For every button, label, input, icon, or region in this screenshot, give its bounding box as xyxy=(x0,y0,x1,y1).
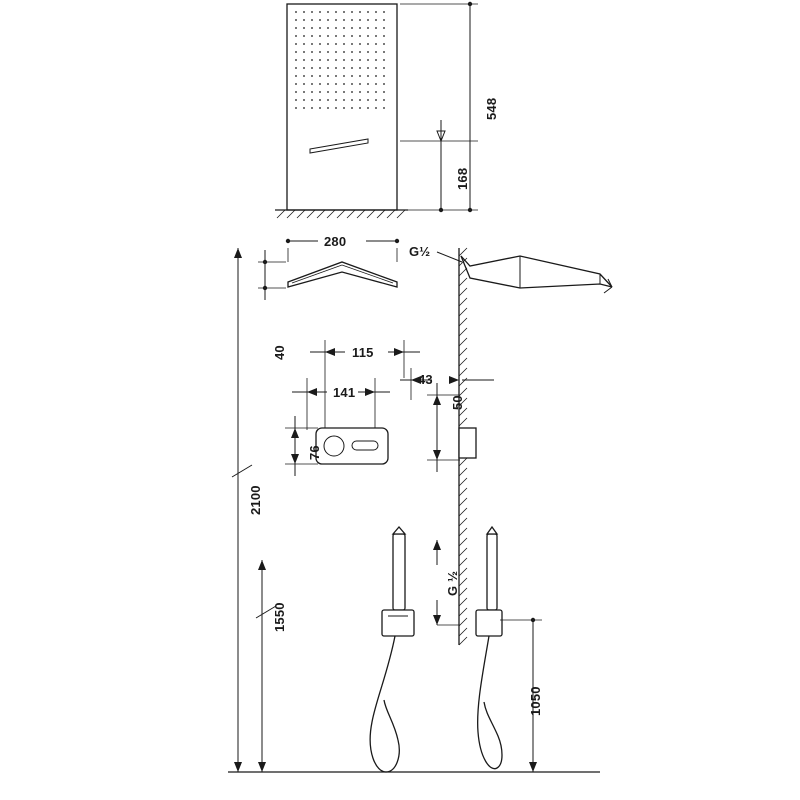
dim-label-1050: 1050 xyxy=(528,686,543,716)
thread-label-g12-top: G½ xyxy=(409,244,431,259)
dim-label-141: 141 xyxy=(333,385,356,400)
dim-label-2100: 2100 xyxy=(248,485,263,515)
rain-head-side-view xyxy=(437,252,612,293)
dim-label-40: 40 xyxy=(272,345,287,360)
dim-40 xyxy=(258,250,286,300)
dim-label-168: 168 xyxy=(455,167,470,190)
dim-label-50: 50 xyxy=(450,395,465,410)
hand-shower-side xyxy=(476,527,502,769)
dim-label-548: 548 xyxy=(484,97,499,120)
hand-shower-front xyxy=(370,527,414,772)
control-panel-side-view xyxy=(459,428,476,458)
dim-label-43: 43 xyxy=(418,372,433,387)
dim-label-76: 76 xyxy=(307,445,322,460)
thermostatic-control-panel xyxy=(316,428,388,464)
overhead-rain-panel xyxy=(287,4,397,210)
ceiling-hatch xyxy=(275,210,408,218)
rain-shower-head xyxy=(288,262,397,287)
dim-label-280: 280 xyxy=(324,234,347,249)
dim-label-115: 115 xyxy=(352,345,374,360)
thread-label-g12-handshower: G ½ xyxy=(445,570,460,596)
dim-label-1550: 1550 xyxy=(272,602,287,632)
